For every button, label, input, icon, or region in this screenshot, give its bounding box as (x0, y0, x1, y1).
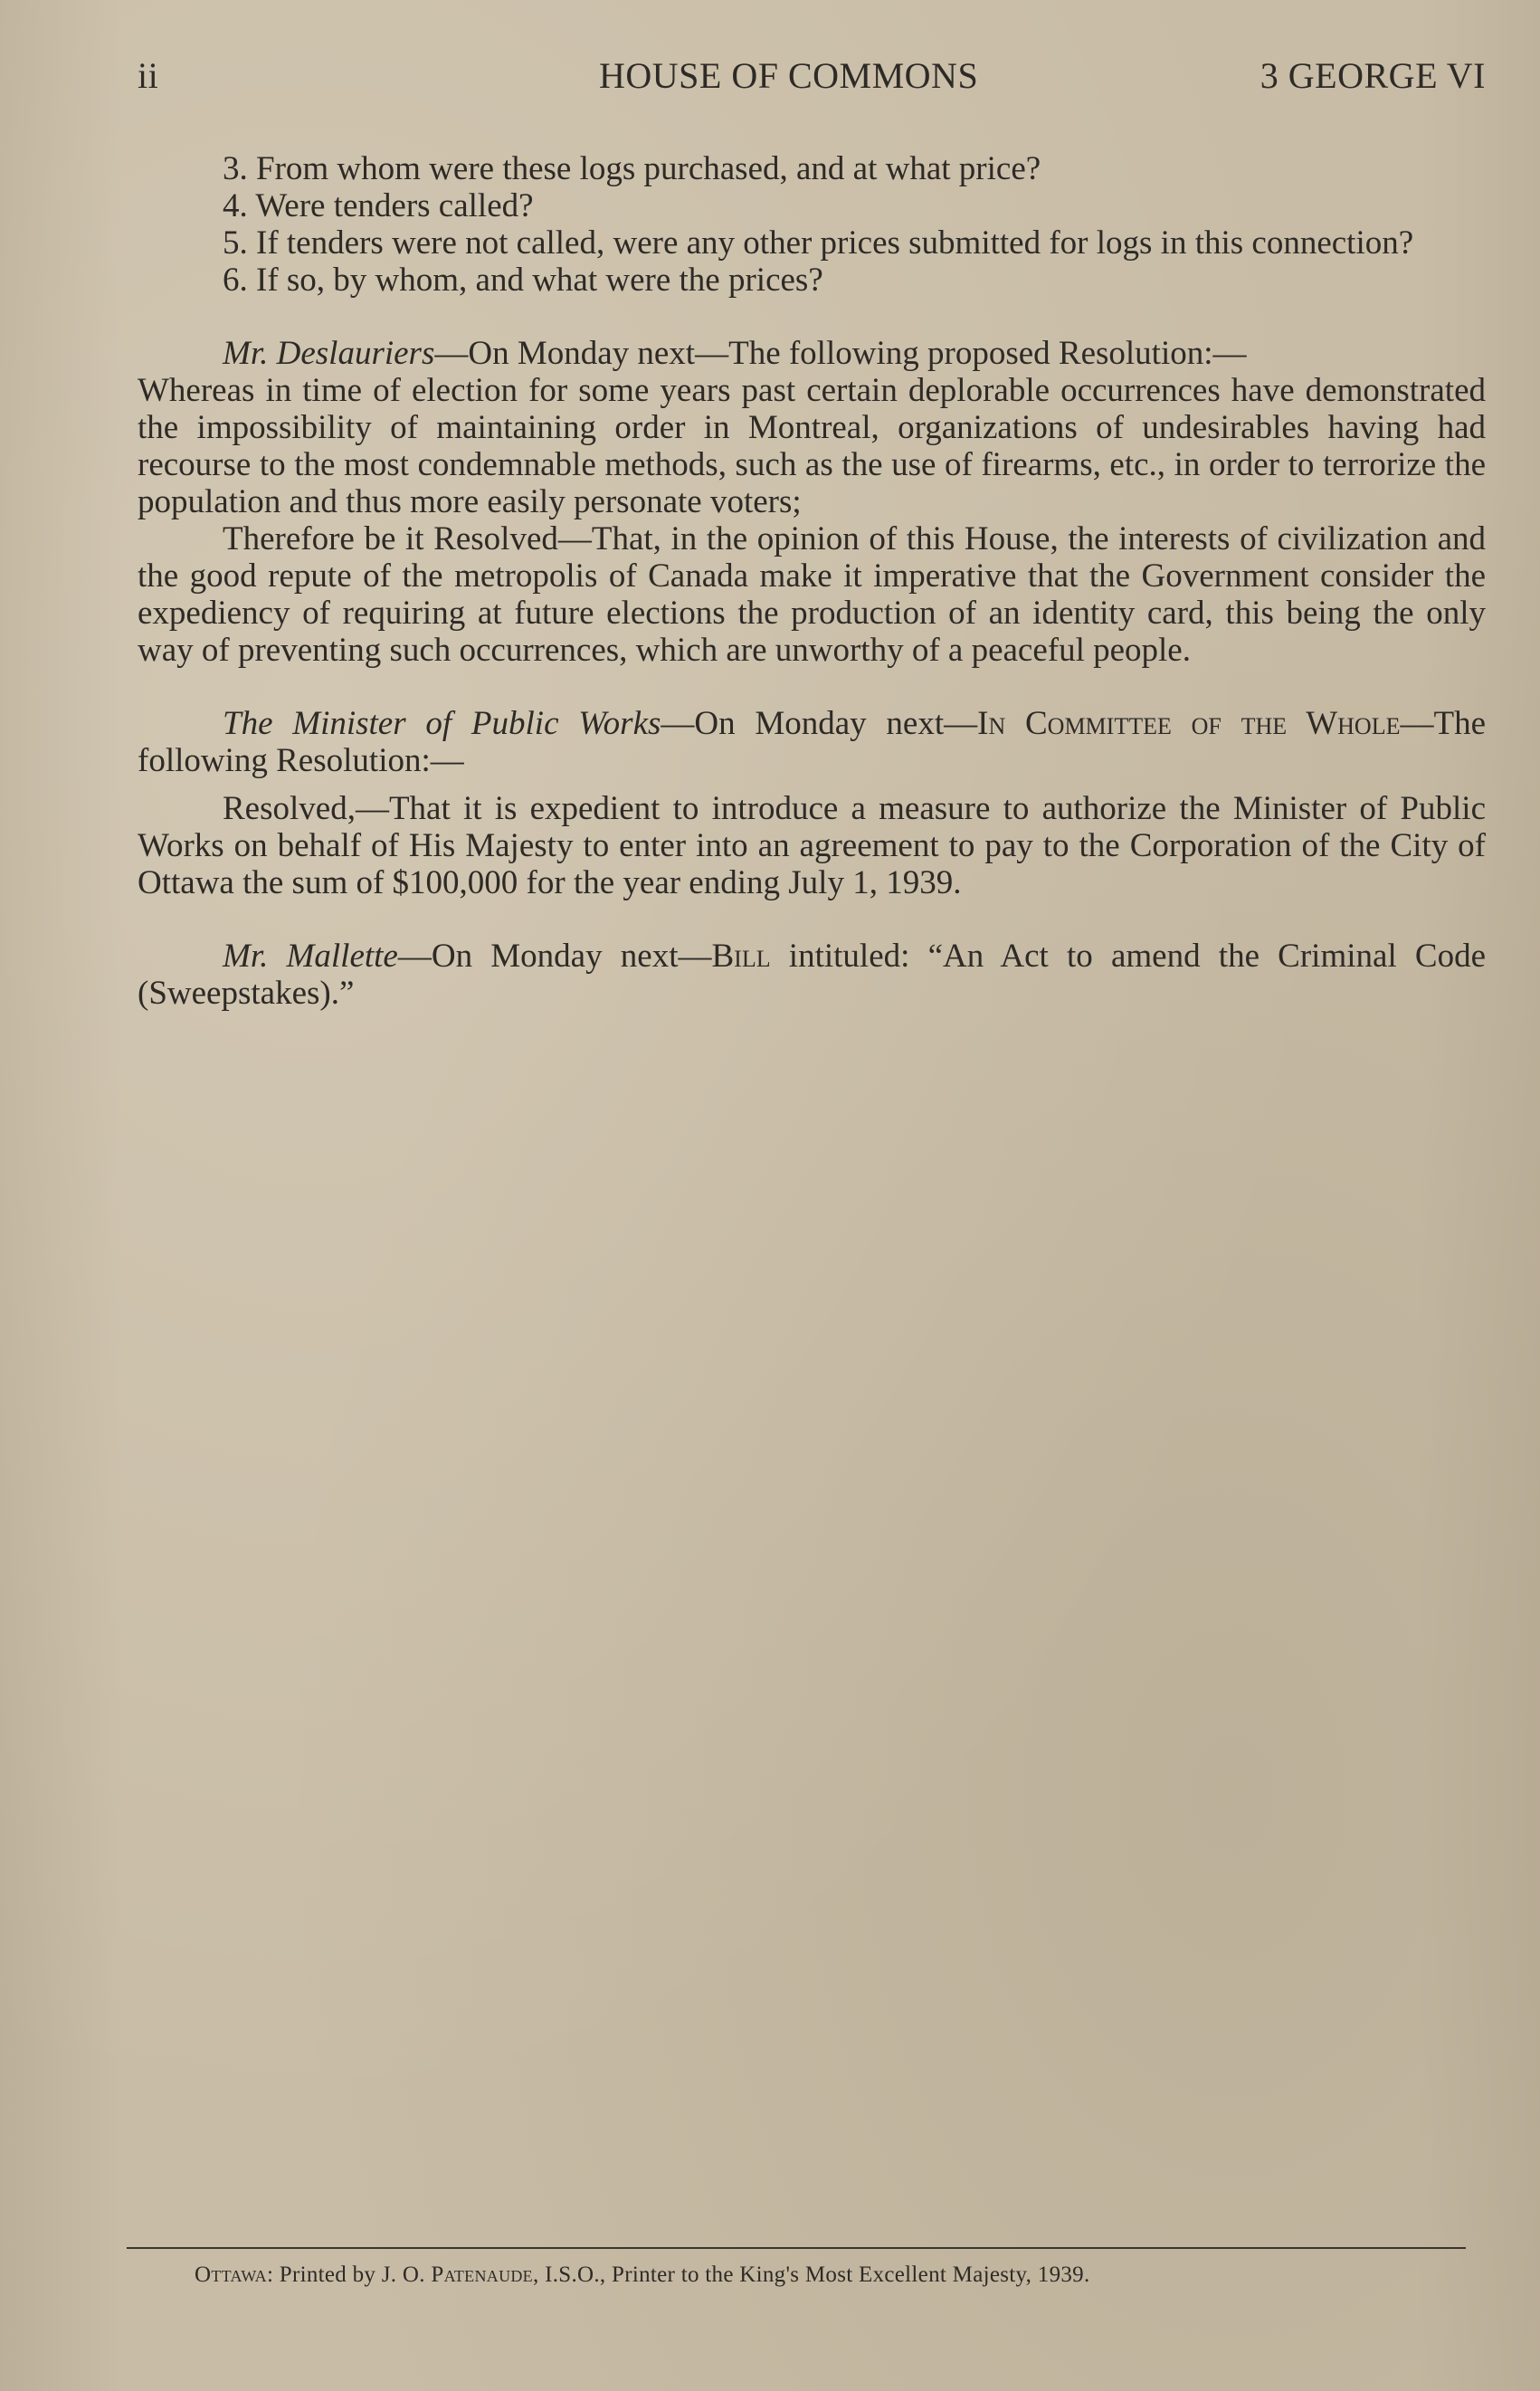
header-regnal-year: 3 GEORGE VI (1260, 55, 1486, 96)
question-item: 5. If tenders were not called, were any other prices submitted for logs in this connection? (223, 224, 1414, 262)
spacer (138, 299, 1486, 335)
footer-rule (127, 2247, 1466, 2249)
running-header (138, 54, 1486, 101)
document-body (138, 150, 1486, 1012)
question-item: 6. If so, by whom, and what were the prices? (223, 262, 823, 299)
spacer (138, 779, 1486, 790)
question-item: 3. From whom were these logs purchased, and at what price? (223, 150, 1041, 187)
imprint-printer: Patenaude (431, 2262, 533, 2287)
notice-intro: —On Monday next— (397, 938, 712, 975)
resolution-therefore: Therefore be it Resolved—That, in the opinion of this House, the interests of civilization and the good repute of the metropolis of Canada make it imperative that the Government consider the expediency of requiring at future elections the production of an identity card, this being the only way of preventing such occurrences, which are unworthy of a peaceful people. (138, 520, 1486, 669)
bill-title: intituled: “An Act to amend the Criminal Code (Sweepstakes).” (138, 938, 1487, 1012)
committee-label: In Committee of the Whole (977, 705, 1401, 742)
resolution-resolved: Resolved,—That it is expedient to introduce a measure to authorize the Minister of Public Works on behalf of His Majesty to enter into an agreement to pay to the Corporation of the City of Ottawa the sum of $100,000 for the year ending July 1, 1939. (138, 790, 1486, 901)
notice-public-works (138, 705, 1486, 779)
resolution-whereas: Whereas in time of election for some years past certain deplorable occurrences have demonstrated the impossibility of maintaining order in Montreal, organizations of undesirables having had recourse to the most condemnable methods, such as the use of firearms, etc., in order to terrorize the population and thus more easily personate voters; (138, 372, 1486, 520)
member-name: The Minister of Public Works (223, 705, 661, 742)
imprint-text: : Printed by J. O. (266, 2262, 432, 2287)
bill-label: Bill (711, 938, 771, 975)
notice-mallette (138, 938, 1486, 1012)
header-title: HOUSE OF COMMONS (599, 55, 979, 96)
imprint-text-cont: , I.S.O., Printer to the King's Most Excellent Majesty, 1939. (532, 2262, 1090, 2287)
page-number: ii (138, 55, 159, 96)
member-name: Mr. Mallette (223, 938, 398, 975)
notice-intro: —On Monday next—The following proposed Resolution:— (434, 335, 1247, 372)
spacer (138, 669, 1486, 705)
member-name: Mr. Deslauriers (223, 335, 435, 372)
printer-imprint (195, 2262, 1479, 2288)
spacer (138, 901, 1486, 938)
notice-deslauriers (138, 335, 1486, 372)
notice-intro: —On Monday next— (661, 705, 978, 742)
imprint-place: Ottawa (195, 2262, 267, 2287)
notice-intro-cont: —The following Resolution:— (138, 705, 1486, 779)
question-item: 4. Were tenders called? (223, 187, 534, 224)
